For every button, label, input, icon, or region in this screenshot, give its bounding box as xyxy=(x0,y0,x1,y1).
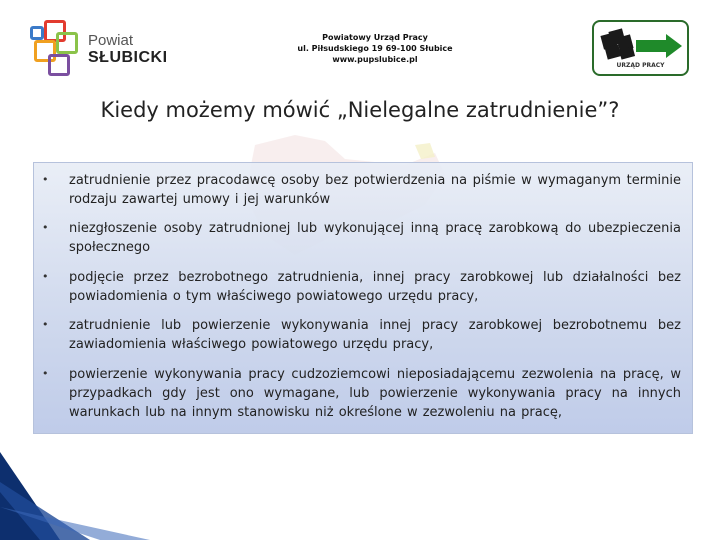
bullet-text: powierzenie wykonywania pracy cudzoziemcowi nieposiadającemu zezwolenia na pracę, w przypadkach gdy jest ono wymagane, lub powierzenie wykonywania pracy na innych warunkach lub na innym stanowisku niż określone w zezwoleniu na pracę, xyxy=(69,367,681,420)
powiat-slubicki-logo xyxy=(30,18,175,80)
corner-decoration-icon xyxy=(0,452,160,540)
bullet-marker: • xyxy=(42,270,49,283)
page-title: Kiedy możemy mówić „Nielegalne zatrudnienie”? xyxy=(100,98,620,122)
bullet-marker: • xyxy=(42,221,49,234)
bullet-text: zatrudnienie przez pracodawcę osoby bez potwierdzenia na piśmie w wymaganym terminie rodzaju zawartej umowy i jej warunków xyxy=(69,173,681,207)
bullet-marker: • xyxy=(42,318,49,331)
office-website: www.pupslubice.pl xyxy=(332,55,418,64)
bullet-text: niezgłoszenie osoby zatrudnionej lub wykonującej inną pracę zarobkową do ubezpieczenia społecznego xyxy=(69,221,681,255)
bullet-marker: • xyxy=(42,173,49,186)
office-name: Powiatowy Urząd Pracy xyxy=(322,33,428,42)
bullet-text: podjęcie przez bezrobotnego zatrudnienia, innej pracy zarobkowej lub działalności bez powiadomienia o tym właściwego powiatowego urzędu pracy, xyxy=(69,270,681,304)
office-street: ul. Piłsudskiego 19 69-100 Słubice xyxy=(297,44,453,53)
logo-squares-icon xyxy=(30,18,82,80)
logo-text-powiat: Powiat xyxy=(88,32,134,49)
logo-text-slubicki: SŁUBICKI xyxy=(88,49,168,66)
office-address-block xyxy=(250,32,500,65)
bullet-text: zatrudnienie lub powierzenie wykonywania innej pracy zarobkowej bezrobotnemu bez zawiadomienia właściwego powiatowego urzędu pracy, xyxy=(69,318,681,352)
urzad-pracy-logo xyxy=(592,20,689,76)
bullet-marker: • xyxy=(42,367,49,380)
bullet-panel xyxy=(33,162,693,434)
urzad-pracy-caption: URZĄD PRACY xyxy=(616,62,665,69)
